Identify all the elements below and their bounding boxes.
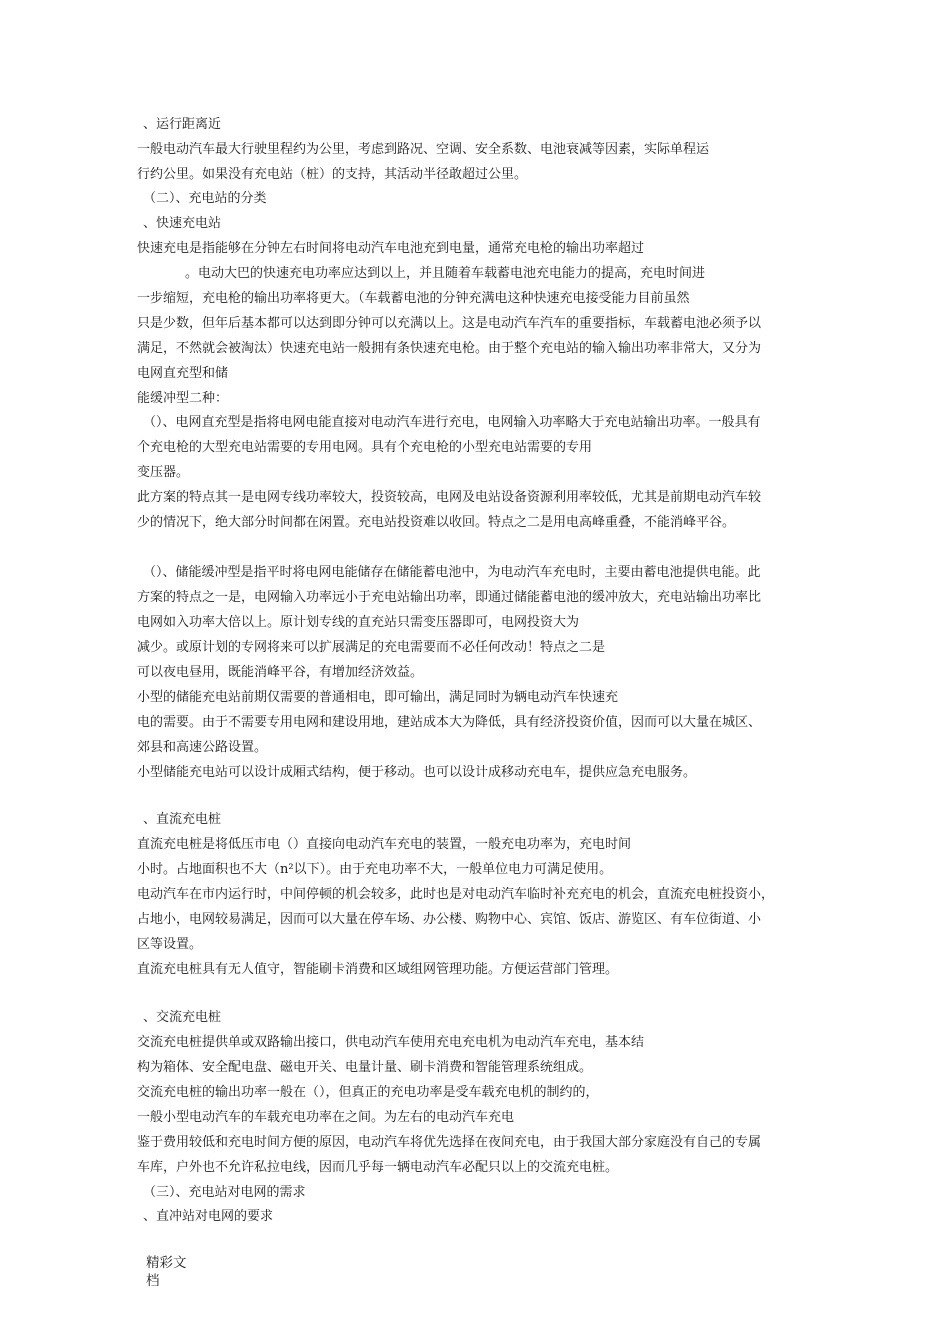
text-line: 郊县和高速公路设置。	[137, 740, 268, 755]
text-line: 此方案的特点其一是电网专线功率较大，投资较高，电网及电站设备资源利用率较低，尤其是前期电动汽车较	[137, 490, 762, 505]
text-line: 电网如入功率大倍以上。原计划专线的直充站只需变压器即可，电网投资大为	[137, 615, 580, 630]
text-line: 行约公里。如果没有充电站（桩）的支持，其活动半径敢超过公里。	[137, 167, 528, 182]
sub-heading: 、直流充电桩	[143, 812, 222, 827]
text-line: 小型储能充电站可以设计成厢式结构，便于移动。也可以设计成移动充电车，提供应急充电服务。	[137, 765, 697, 780]
text-line: 直流充电桩具有无人值守，智能刷卡消费和区域组网管理功能。方便运营部门管理。	[137, 962, 619, 977]
text-line: 变压器。	[137, 465, 190, 480]
section-heading: （三）、充电站对电网的需求	[143, 1185, 306, 1200]
footer-line: 精彩文	[146, 1255, 187, 1271]
text-line: 电动汽车在市内运行时，中间停顿的机会较多，此时也是对电动汽车临时补充充电的机会，直流充电桩投资小，	[137, 887, 775, 902]
text-line: 一步缩短，充电枪的输出功率将更大。（车载蓄电池的分钟充满电这种快速充电接受能力目前虽然	[137, 291, 690, 306]
text-line: 直流充电桩是将低压市电（）直接向电动汽车充电的装置，一般充电功率为，充电时间	[137, 837, 632, 852]
text-line: 能缓冲型二种：	[137, 391, 229, 406]
text-line: 占地小，电网较易满足，因而可以大量在停车场、办公楼、购物中心、宾馆、饭店、游览区、有车位街道、小	[137, 912, 762, 927]
text-line: 构为箱体、安全配电盘、磁电开关、电量计量、刷卡消费和智能管理系统组成。	[137, 1060, 593, 1075]
text-line: 交流充电桩提供单或双路输出接口，供电动汽车使用充电充电机为电动汽车充电，基本结	[137, 1035, 645, 1050]
text-line: 减少。或原计划的专网将来可以扩展满足的充电需要而不必任何改动！特点之二是	[137, 640, 606, 655]
text-line: 满足，不然就会被淘汰）快速充电站一般拥有条快速充电枪。由于整个充电站的输入输出功率非常大，又分为	[137, 341, 762, 356]
text-line: 快速充电是指能够在分钟左右时间将电动汽车电池充到电量，通常充电枪的输出功率超过	[137, 241, 645, 256]
section-heading: （二）、充电站的分类	[143, 191, 267, 206]
sub-heading: 、直冲站对电网的要求	[143, 1209, 274, 1224]
text-line: 少的情况下，绝大部分时间都在闲置。充电站投资难以收回。特点之二是用电高峰重叠，不能消峰平谷。	[137, 515, 736, 530]
text-line: 小时。占地面积也不大（n²以下）。由于充电功率不大，一般单位电力可满足使用。	[137, 862, 613, 877]
text-line: 区等设置。	[137, 937, 203, 952]
text-line: 交流充电桩的输出功率一般在（），但真正的充电功率是受车载充电机的制约的，	[137, 1085, 599, 1100]
text-line: （）、储能缓冲型是指平时将电网电能储存在储能蓄电池中，为电动汽车充电时，主要由蓄电池提供电能。此	[143, 565, 761, 580]
page-footer	[146, 1254, 187, 1290]
text-line: 电的需要。由于不需要专用电网和建设用地，建站成本大为降低，具有经济投资价值，因而可以大量在城区、	[137, 715, 762, 730]
text-line: （）、电网直充型是指将电网电能直接对电动汽车进行充电，电网输入功率略大于充电站输出功率。一般具有	[143, 415, 761, 430]
text-line: 可以夜电昼用，既能消峰平谷，有增加经济效益。	[137, 665, 424, 680]
sub-heading: 、交流充电桩	[143, 1010, 222, 1025]
footer-line: 档	[146, 1273, 160, 1289]
text-line: 方案的特点之一是，电网输入功率远小于充电站输出功率，即通过储能蓄电池的缓冲放大，充电站输出功率比	[137, 590, 762, 605]
text-line: 。电动大巴的快速充电功率应达到以上，并且随着车载蓄电池充电能力的提高，充电时间进	[185, 266, 706, 281]
text-line: 只是少数，但年后基本都可以达到即分钟可以充满以上。这是电动汽车汽车的重要指标，车载蓄电池必须予以	[137, 316, 762, 331]
sub-heading: 、快速充电站	[143, 216, 222, 231]
text-line: 一般电动汽车最大行驶里程约为公里，考虑到路况、空调、安全系数、电池衰减等因素，实际单程运	[137, 142, 710, 157]
text-line: 个充电枪的大型充电站需要的专用电网。具有个充电枪的小型充电站需要的专用	[137, 440, 593, 455]
text-line: 小型的储能充电站前期仅需要的普通相电，即可输出，满足同时为辆电动汽车快速充	[137, 690, 619, 705]
text-line: 、运行距离近	[143, 117, 222, 132]
text-line: 鉴于费用较低和充电时间方便的原因，电动汽车将优先选择在夜间充电，由于我国大部分家庭没有自己的专属	[137, 1135, 762, 1150]
text-line: 车库，户外也不允许私拉电线，因而几乎每一辆电动汽车必配只以上的交流充电桩。	[137, 1160, 619, 1175]
text-line: 一般小型电动汽车的车载充电功率在之间。为左右的电动汽车充电	[137, 1110, 515, 1125]
text-line: 电网直充型和储	[137, 366, 229, 381]
